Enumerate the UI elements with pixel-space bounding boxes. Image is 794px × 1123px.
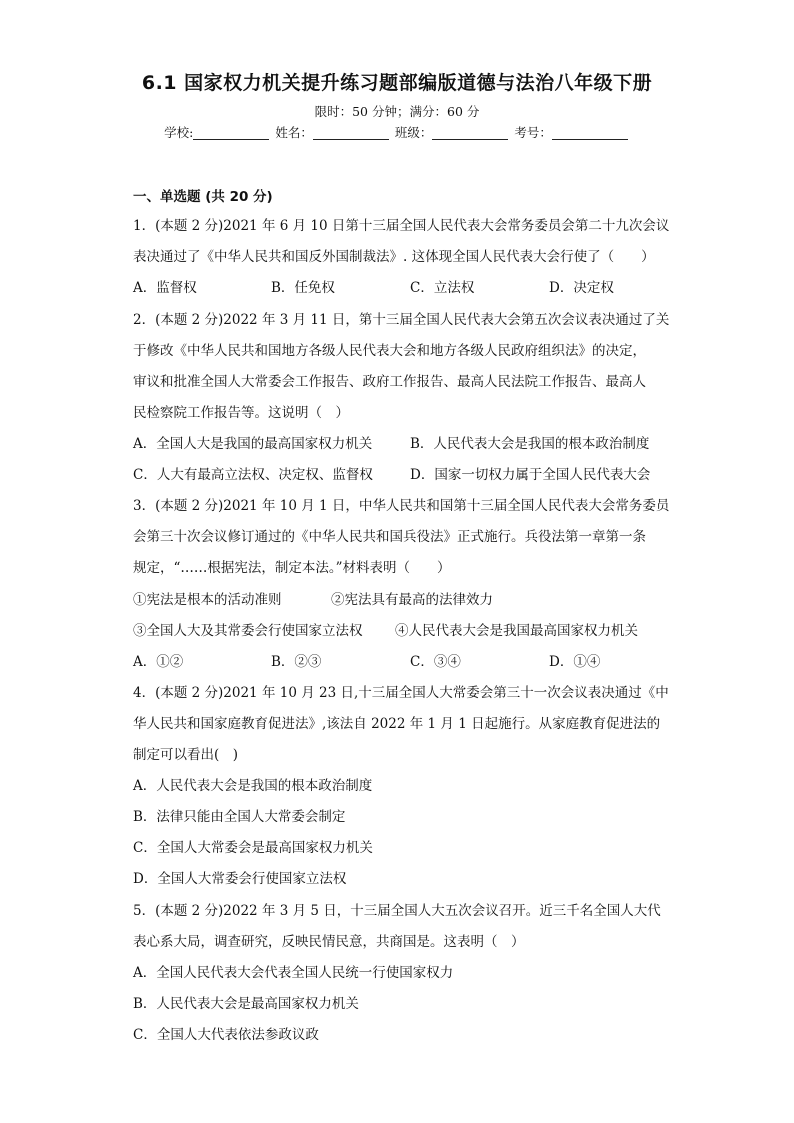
section-heading: 一、单选题 (共 20 分): [133, 189, 273, 205]
question-5-line-2: 表心系大局，调查研究，反映民情民意，共商国是。这表明（ ）: [133, 934, 525, 950]
q3-statement-4: ④人民代表大会是我国最高国家权力机关: [395, 623, 638, 639]
question-2-line-2: 于修改《中华人民共和国地方各级人民代表大会和地方各级人民政府组织法》的决定，: [133, 343, 646, 359]
question-5-line-1: 5．(本题 2 分)2022 年 3 月 5 日，十三届全国人大五次会议召开。近三千名全国人大代: [133, 903, 661, 919]
question-4-line-3: 制定可以看出( ): [133, 747, 239, 763]
q5-option-a[interactable]: A．全国人民代表大会代表全国人民统一行使国家权力: [133, 965, 454, 981]
q2-option-c[interactable]: C．人大有最高立法权、决定权、监督权: [133, 467, 373, 483]
q4-option-a[interactable]: A．人民代表大会是我国的根本政治制度: [133, 778, 373, 794]
question-2-line-4: 民检察院工作报告等。这说明（ ）: [133, 405, 349, 421]
question-1-line-2: 表决通过了《中华人民共和国反外国制裁法》. 这体现全国人民代表大会行使了（ ）: [133, 249, 655, 265]
q3-option-c[interactable]: C．③④: [410, 654, 461, 670]
q5-option-b[interactable]: B．人民代表大会是最高国家权力机关: [133, 996, 359, 1012]
q1-option-c[interactable]: C．立法权: [410, 280, 475, 296]
exam-number-label: 考号：: [514, 125, 552, 140]
question-2-line-3: 审议和批准全国人大常委会工作报告、政府工作报告、最高人民法院工作报告、最高人: [133, 374, 646, 390]
student-info-line: [0, 123, 794, 141]
question-3-line-1: 3．(本题 2 分)2021 年 10 月 1 日，中华人民共和国第十三届全国人民代表大会常务委员: [133, 498, 670, 514]
doc-title: 6.1 国家权力机关提升练习题部编版道德与法治八年级下册: [141, 72, 653, 94]
exam-number-blank[interactable]: [552, 125, 628, 140]
q3-option-b[interactable]: B．②③: [271, 654, 322, 670]
q3-option-d[interactable]: D．①④: [549, 654, 601, 670]
q4-option-d[interactable]: D．全国人大常委会行使国家立法权: [133, 871, 347, 887]
time-score-line: 限时：50 分钟；满分：60 分: [314, 104, 480, 119]
question-4-line-1: 4．(本题 2 分)2021 年 10 月 23 日,十三届全国人大常委会第三十一次会议表决通过《中: [133, 685, 669, 701]
q2-option-b[interactable]: B．人民代表大会是我国的根本政治制度: [410, 436, 650, 452]
q1-option-a[interactable]: A．监督权: [133, 280, 197, 296]
q3-statement-3: ③全国人大及其常委会行使国家立法权: [133, 623, 363, 639]
q1-option-d[interactable]: D．决定权: [549, 280, 614, 296]
question-1-line-1: 1．(本题 2 分)2021 年 6 月 10 日第十三届全国人民代表大会常务委员会第二十九次会议: [133, 218, 670, 234]
question-4-line-2: 华人民共和国家庭教育促进法》,该法自 2022 年 1 月 1 日起施行。从家庭教育促进法的: [133, 716, 661, 732]
q4-option-c[interactable]: C．全国人大常委会是最高国家权力机关: [133, 840, 373, 856]
q5-option-c[interactable]: C．全国人大代表依法参政议政: [133, 1027, 319, 1043]
class-blank[interactable]: [432, 125, 508, 140]
q4-option-b[interactable]: B．法律只能由全国人大常委会制定: [133, 809, 346, 825]
school-label: 学校:: [164, 125, 194, 140]
q3-option-a[interactable]: A．①②: [133, 654, 184, 670]
q3-statement-1: ①宪法是根本的活动准则: [133, 592, 282, 608]
q2-option-d[interactable]: D．国家一切权力属于全国人民代表大会: [410, 467, 651, 483]
name-label: 姓名：: [275, 125, 313, 140]
question-3-line-3: 规定，“……根据宪法，制定本法。”材料表明（ ）: [133, 560, 451, 576]
question-2-line-1: 2．(本题 2 分)2022 年 3 月 11 日，第十三届全国人民代表大会第五次会议表决通过了关: [133, 312, 670, 328]
name-blank[interactable]: [313, 125, 389, 140]
q1-option-b[interactable]: B．任免权: [271, 280, 335, 296]
q3-statement-2: ②宪法具有最高的法律效力: [331, 592, 493, 608]
question-3-line-2: 会第三十次会议修订通过的《中华人民共和国兵役法》正式施行。兵役法第一章第一条: [133, 529, 646, 545]
q2-option-a[interactable]: A．全国人大是我国的最高国家权力机关: [133, 436, 373, 452]
class-label: 班级：: [394, 125, 433, 140]
school-blank[interactable]: [193, 125, 269, 140]
